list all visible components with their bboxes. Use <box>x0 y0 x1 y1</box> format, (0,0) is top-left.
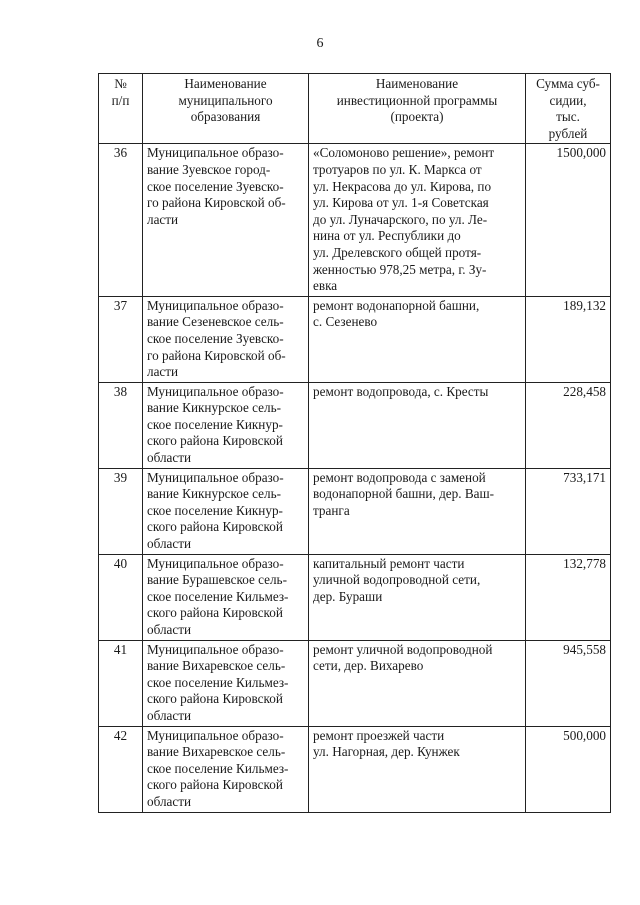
table-row <box>99 144 611 296</box>
row-sum: 228,458 <box>526 382 611 468</box>
row-number: 37 <box>99 296 143 382</box>
row-municipality: Муниципальное образо- вание Зуевское город- ское поселение Зуевско- го района Кировской об- ласти <box>143 144 309 296</box>
row-sum: 945,558 <box>526 640 611 726</box>
row-municipality: Муниципальное образо- вание Сезеневское сель- ское поселение Зуевско- го района Кировской об- ласти <box>143 296 309 382</box>
row-program: «Соломоново решение», ремонт тротуаров по ул. К. Маркса от ул. Некрасова до ул. Кирова, по ул. Кирова от ул. 1-я Советская до ул. Луначарского, по ул. Ле- нина от ул. Республики до ул. Дрелевского общей протя- женностью 978,25 метра, г. Зу- евка <box>309 144 526 296</box>
table-row <box>99 468 611 554</box>
row-program: ремонт уличной водопроводной сети, дер. Вихарево <box>309 640 526 726</box>
row-number: 39 <box>99 468 143 554</box>
row-municipality: Муниципальное образо- вание Бурашевское сель- ское поселение Кильмез- ского района Кировской области <box>143 554 309 640</box>
row-municipality: Муниципальное образо- вание Вихаревское сель- ское поселение Кильмез- ского района Кировской области <box>143 640 309 726</box>
header-municipality: Наименование муниципального образования <box>143 74 309 144</box>
row-number: 40 <box>99 554 143 640</box>
row-municipality: Муниципальное образо- вание Кикнурское сель- ское поселение Кикнур- ского района Кировской области <box>143 468 309 554</box>
table-row <box>99 296 611 382</box>
header-sum: Сумма суб- сидии, тыс. рублей <box>526 74 611 144</box>
row-number: 38 <box>99 382 143 468</box>
subsidy-table <box>98 73 611 813</box>
row-sum: 189,132 <box>526 296 611 382</box>
row-program: капитальный ремонт части уличной водопроводной сети, дер. Бураши <box>309 554 526 640</box>
row-municipality: Муниципальное образо- вание Вихаревское сель- ское поселение Кильмез- ского района Кировской области <box>143 726 309 812</box>
row-number: 36 <box>99 144 143 296</box>
table-row <box>99 382 611 468</box>
row-program: ремонт водопровода с заменой водонапорной башни, дер. Ваш- транга <box>309 468 526 554</box>
row-sum: 500,000 <box>526 726 611 812</box>
row-sum: 1500,000 <box>526 144 611 296</box>
table-header-row <box>99 74 611 144</box>
header-num: № п/п <box>99 74 143 144</box>
row-sum: 132,778 <box>526 554 611 640</box>
page-number: 6 <box>316 36 324 51</box>
row-program: ремонт проезжей части ул. Нагорная, дер. Кунжек <box>309 726 526 812</box>
row-program: ремонт водопровода, с. Кресты <box>309 382 526 468</box>
table-row <box>99 640 611 726</box>
table-row <box>99 554 611 640</box>
table-row <box>99 726 611 812</box>
row-program: ремонт водонапорной башни, с. Сезенево <box>309 296 526 382</box>
row-number: 41 <box>99 640 143 726</box>
header-program: Наименование инвестиционной программы (проекта) <box>309 74 526 144</box>
row-number: 42 <box>99 726 143 812</box>
row-municipality: Муниципальное образо- вание Кикнурское сель- ское поселение Кикнур- ского района Кировской области <box>143 382 309 468</box>
row-sum: 733,171 <box>526 468 611 554</box>
